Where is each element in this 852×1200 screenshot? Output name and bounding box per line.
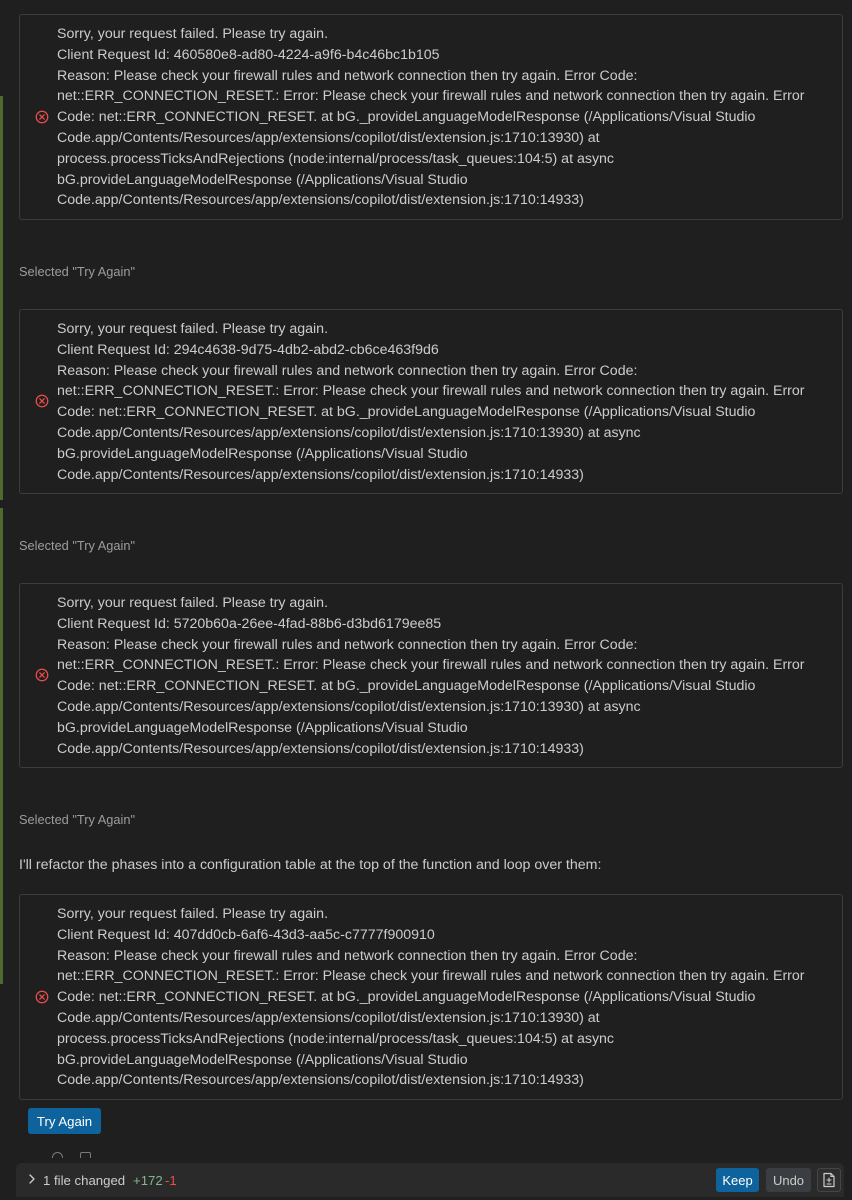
error-line: Client Request Id: 294c4638-9d75-4db2-abd2-cb6ce463f9d6 (57, 341, 439, 358)
error-line: net::ERR_CONNECTION_RESET.: Error: Please check your firewall rules and network connection then try again. Error (57, 657, 805, 674)
error-icon (35, 668, 49, 682)
error-line: net::ERR_CONNECTION_RESET.: Error: Please check your firewall rules and network connection then try again. Error (57, 968, 805, 985)
error-line: Code.app/Contents/Resources/app/extensions/copilot/dist/extension.js:1710:14933) (57, 740, 584, 757)
error-line: Sorry, your request failed. Please try again. (57, 906, 329, 922)
assistant-message: I'll refactor the phases into a configuration table at the top of the function and loop over them: (19, 857, 602, 873)
error-line: Code.app/Contents/Resources/app/extensions/copilot/dist/extension.js:1710:13930) at async (57, 698, 641, 715)
error-line: Code.app/Contents/Resources/app/extensions/copilot/dist/extension.js:1710:14933) (57, 1072, 584, 1089)
error-line: Code: net::ERR_CONNECTION_RESET. at bG._provideLanguageModelResponse (/Applications/Visual Studio (57, 678, 756, 695)
undo-button[interactable]: Undo (766, 1168, 811, 1192)
error-line: process.processTicksAndRejections (node:internal/process/task_queues:104:5) at async (57, 150, 615, 167)
selected-note: Selected "Try Again" (19, 264, 136, 279)
error-line: Sorry, your request failed. Please try again. (57, 321, 329, 337)
error-line: Reason: Please check your firewall rules and network connection then try again. Error Code: (57, 67, 638, 84)
error-message-1 (19, 14, 843, 220)
error-line: bG.provideLanguageModelResponse (/Applications/Visual Studio (57, 171, 468, 188)
error-line: net::ERR_CONNECTION_RESET.: Error: Please check your firewall rules and network connection then try again. Error (57, 88, 805, 105)
error-line: Code.app/Contents/Resources/app/extensions/copilot/dist/extension.js:1710:14933) (57, 466, 584, 483)
review-changes-button[interactable] (817, 1168, 841, 1192)
chevron-right-icon[interactable] (26, 1173, 38, 1185)
error-line: Code: net::ERR_CONNECTION_RESET. at bG._provideLanguageModelResponse (/Applications/Visual Studio (57, 989, 756, 1006)
error-icon (35, 110, 49, 124)
keep-button[interactable]: Keep (716, 1168, 759, 1192)
error-message-4 (19, 894, 843, 1100)
lines-added-count: +172 (133, 1173, 163, 1188)
error-line: process.processTicksAndRejections (node:internal/process/task_queues:104:5) at async (57, 1030, 615, 1047)
error-icon (35, 990, 49, 1004)
diff-review-icon (822, 1172, 836, 1188)
error-line: bG.provideLanguageModelResponse (/Applications/Visual Studio (57, 1051, 468, 1068)
error-line: Reason: Please check your firewall rules and network connection then try again. Error Code: (57, 362, 638, 379)
error-line: Client Request Id: 407dd0cb-6af6-43d3-aa5c-c7777f900910 (57, 926, 435, 943)
files-changed-label[interactable]: 1 file changed (43, 1173, 126, 1188)
edit-icon[interactable] (80, 1152, 91, 1158)
error-line: Sorry, your request failed. Please try again. (57, 26, 329, 42)
error-line: net::ERR_CONNECTION_RESET.: Error: Please check your firewall rules and network connection then try again. Error (57, 383, 805, 400)
selected-note: Selected "Try Again" (19, 812, 136, 827)
message-actions (52, 1152, 112, 1158)
selected-note: Selected "Try Again" (19, 538, 136, 553)
error-line: Code: net::ERR_CONNECTION_RESET. at bG._provideLanguageModelResponse (/Applications/Visual Studio (57, 109, 756, 126)
error-icon (35, 394, 49, 408)
error-line: Code.app/Contents/Resources/app/extensions/copilot/dist/extension.js:1710:13930) at async (57, 424, 641, 441)
accent-bar (0, 508, 3, 984)
error-line: Client Request Id: 5720b60a-26ee-4fad-88b6-d3bd6179ee85 (57, 615, 442, 632)
copy-icon[interactable] (52, 1152, 63, 1158)
accent-bar (0, 96, 3, 500)
try-again-button[interactable]: Try Again (28, 1108, 101, 1134)
error-line: Sorry, your request failed. Please try again. (57, 595, 329, 611)
error-line: Code.app/Contents/Resources/app/extensions/copilot/dist/extension.js:1710:13930) at (57, 129, 600, 146)
error-message-2 (19, 309, 843, 494)
error-line: Code.app/Contents/Resources/app/extensions/copilot/dist/extension.js:1710:14933) (57, 192, 584, 209)
changes-bar (16, 1163, 844, 1197)
error-line: Code: net::ERR_CONNECTION_RESET. at bG._provideLanguageModelResponse (/Applications/Visual Studio (57, 404, 756, 421)
error-line: Client Request Id: 460580e8-ad80-4224-a9f6-b4c46bc1b105 (57, 46, 440, 63)
error-line: Reason: Please check your firewall rules and network connection then try again. Error Code: (57, 636, 638, 653)
error-message-3 (19, 583, 843, 768)
error-line: Reason: Please check your firewall rules and network connection then try again. Error Code: (57, 947, 638, 964)
error-line: bG.provideLanguageModelResponse (/Applications/Visual Studio (57, 719, 468, 736)
error-line: bG.provideLanguageModelResponse (/Applications/Visual Studio (57, 445, 468, 462)
lines-removed-count: -1 (165, 1173, 177, 1188)
error-line: Code.app/Contents/Resources/app/extensions/copilot/dist/extension.js:1710:13930) at (57, 1009, 600, 1026)
